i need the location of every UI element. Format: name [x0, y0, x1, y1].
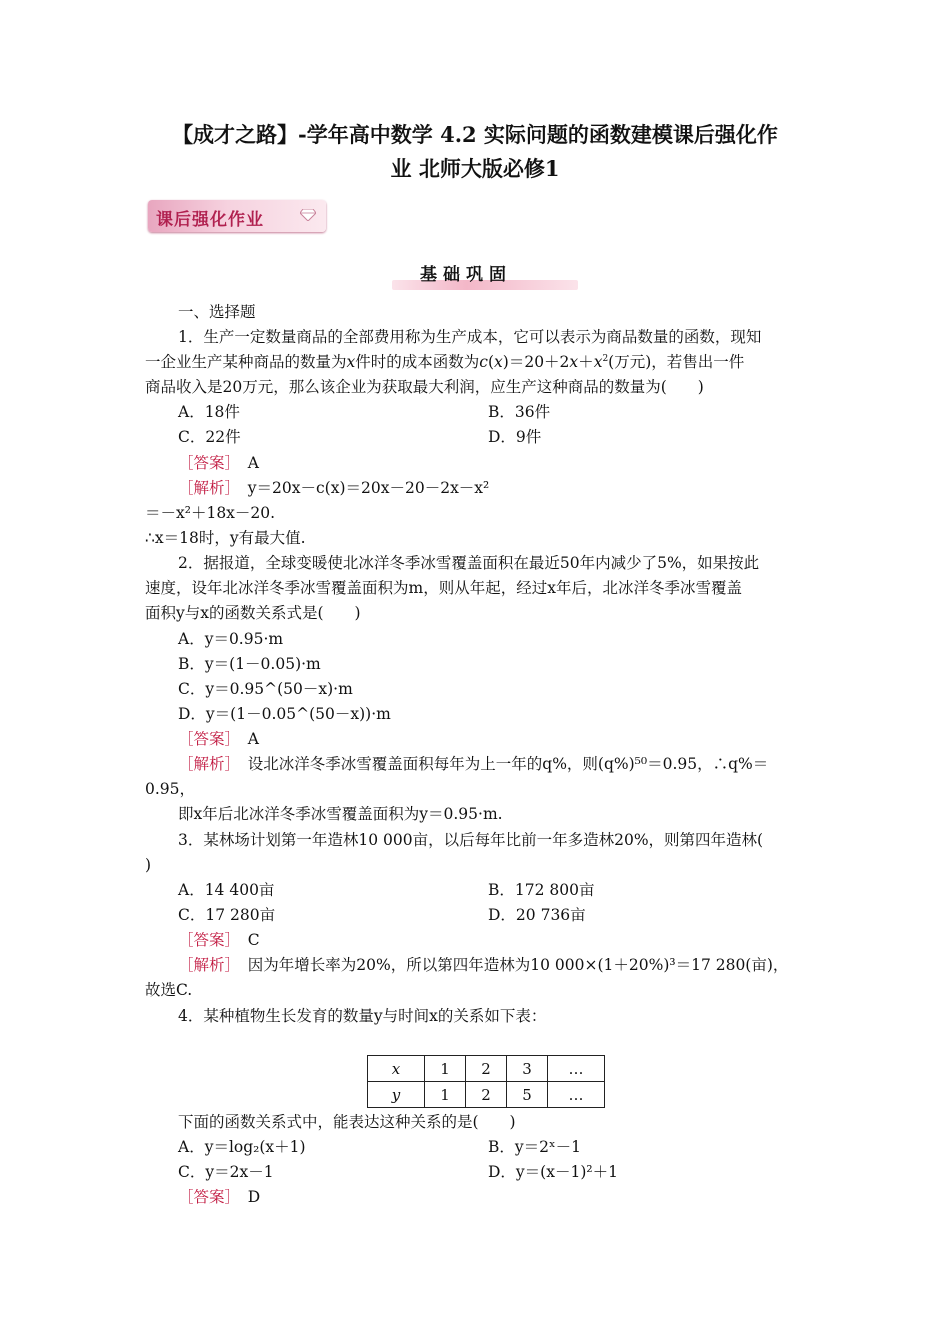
q4-stem: 4．某种植物生长发育的数量y与时间x的关系如下表：: [178, 1007, 547, 1025]
q2-answer: ［答案］ A: [178, 730, 259, 748]
table-cell: x: [368, 1056, 425, 1082]
q2-option-b: B．y＝(1－0.05)·m: [178, 655, 321, 673]
q3-option-b: B．172 800亩: [488, 881, 595, 899]
banner-label: 课后强化作业: [156, 210, 264, 230]
q4-answer: ［答案］ D: [178, 1188, 261, 1206]
table-row: [368, 1056, 605, 1082]
table-cell: 1: [425, 1082, 466, 1108]
table-cell: y: [368, 1082, 425, 1108]
q1-option-a: A．18件: [178, 403, 240, 421]
table-cell: 2: [466, 1082, 507, 1108]
q2-option-c: C．y＝0.95^(50－x)·m: [178, 680, 353, 698]
table-cell: 5: [507, 1082, 548, 1108]
q3-option-c: C．17 280亩: [178, 906, 276, 924]
title-line-2: 业 北师大版必修1: [390, 156, 560, 181]
q2-option-a: A．y＝0.95·m: [178, 630, 284, 648]
document-title: [0, 118, 950, 186]
q1-analysis-line1: ［解析］ y＝20x－c(x)＝20x－20－2x－x²: [178, 479, 490, 497]
q1-analysis-line3: ∴x＝18时，y有最大值.: [145, 529, 306, 547]
q4-option-b: B．y＝2ˣ－1: [488, 1138, 581, 1156]
q1-analysis-line2: ＝－x²＋18x－20.: [145, 504, 276, 522]
q2-stem-line2: 速度，设年北冰洋冬季冰雪覆盖面积为m，则从年起，经过x年后，北冰洋冬季冰雪覆盖: [145, 579, 742, 597]
table-cell: 2: [466, 1056, 507, 1082]
q4-option-a: A．y＝log₂(x＋1): [178, 1138, 306, 1156]
q4-option-c: C．y＝2x－1: [178, 1163, 274, 1181]
q2-analysis-line1: ［解析］ 设北冰洋冬季冰雪覆盖面积每年为上一年的q%，则(q%)⁵⁰＝0.95，∴q%＝: [178, 755, 769, 773]
section-label: 基础巩固: [420, 265, 512, 285]
diamond-icon: [300, 209, 316, 221]
q4-value-table: [367, 1055, 605, 1108]
q1-stem-line1: 1．生产一定数量商品的全部费用称为生产成本，它可以表示为商品数量的函数，现知: [178, 328, 762, 346]
q4-option-d: D．y＝(x－1)²＋1: [488, 1163, 618, 1181]
q3-analysis-line1: ［解析］ 因为年增长率为20%，所以第四年造林为10 000×(1＋20%)³＝17 280(亩)，: [178, 956, 789, 974]
q1-stem-line3: 商品收入是20万元，那么该企业为获取最大利润，应生产这种商品的数量为( ): [145, 378, 704, 396]
section-heading: [392, 258, 578, 294]
table-cell: 3: [507, 1056, 548, 1082]
q3-answer: ［答案］ C: [178, 931, 260, 949]
table-cell: 1: [425, 1056, 466, 1082]
q1-stem-line2: 一企业生产某种商品的数量为x件时的成本函数为$c(x)=20+2x+x^2$(万元)，若售出一件: [145, 353, 745, 371]
table-cell: …: [548, 1082, 605, 1108]
q1-option-b: B．36件: [488, 403, 551, 421]
q3-stem-line2: ): [145, 856, 152, 874]
q3-analysis-line2: 故选C.: [145, 981, 193, 999]
q2-analysis-line3: 即x年后北冰洋冬季冰雪覆盖面积为y＝0.95·m.: [178, 805, 503, 823]
q2-stem-line3: 面积y与x的函数关系式是( ): [145, 604, 361, 622]
q3-stem-line1: 3．某林场计划第一年造林10 000亩，以后每年比前一年多造林20%，则第四年造林(: [178, 831, 764, 849]
table-row: [368, 1082, 605, 1108]
q2-option-d: D．y＝(1－0.05^(50－x))·m: [178, 705, 391, 723]
q4-stem-2: 下面的函数关系式中，能表达这种关系的是( ): [178, 1113, 516, 1131]
q3-option-a: A．14 400亩: [178, 881, 275, 899]
homework-banner: [148, 200, 326, 232]
q1-answer: ［答案］ A: [178, 454, 259, 472]
title-line-1: 【成才之路】-学年高中数学 4.2 实际问题的函数建模课后强化作: [172, 122, 778, 147]
q2-analysis-line2: 0.95，: [145, 780, 196, 798]
table-cell: …: [548, 1056, 605, 1082]
q3-option-d: D．20 736亩: [488, 906, 586, 924]
q2-stem-line1: 2．据报道，全球变暖使北冰洋冬季冰雪覆盖面积在最近50年内减少了5%，如果按此: [178, 554, 760, 572]
q1-option-d: D．9件: [488, 428, 542, 446]
part-heading: 一、选择题: [178, 303, 256, 321]
q1-option-c: C．22件: [178, 428, 241, 446]
